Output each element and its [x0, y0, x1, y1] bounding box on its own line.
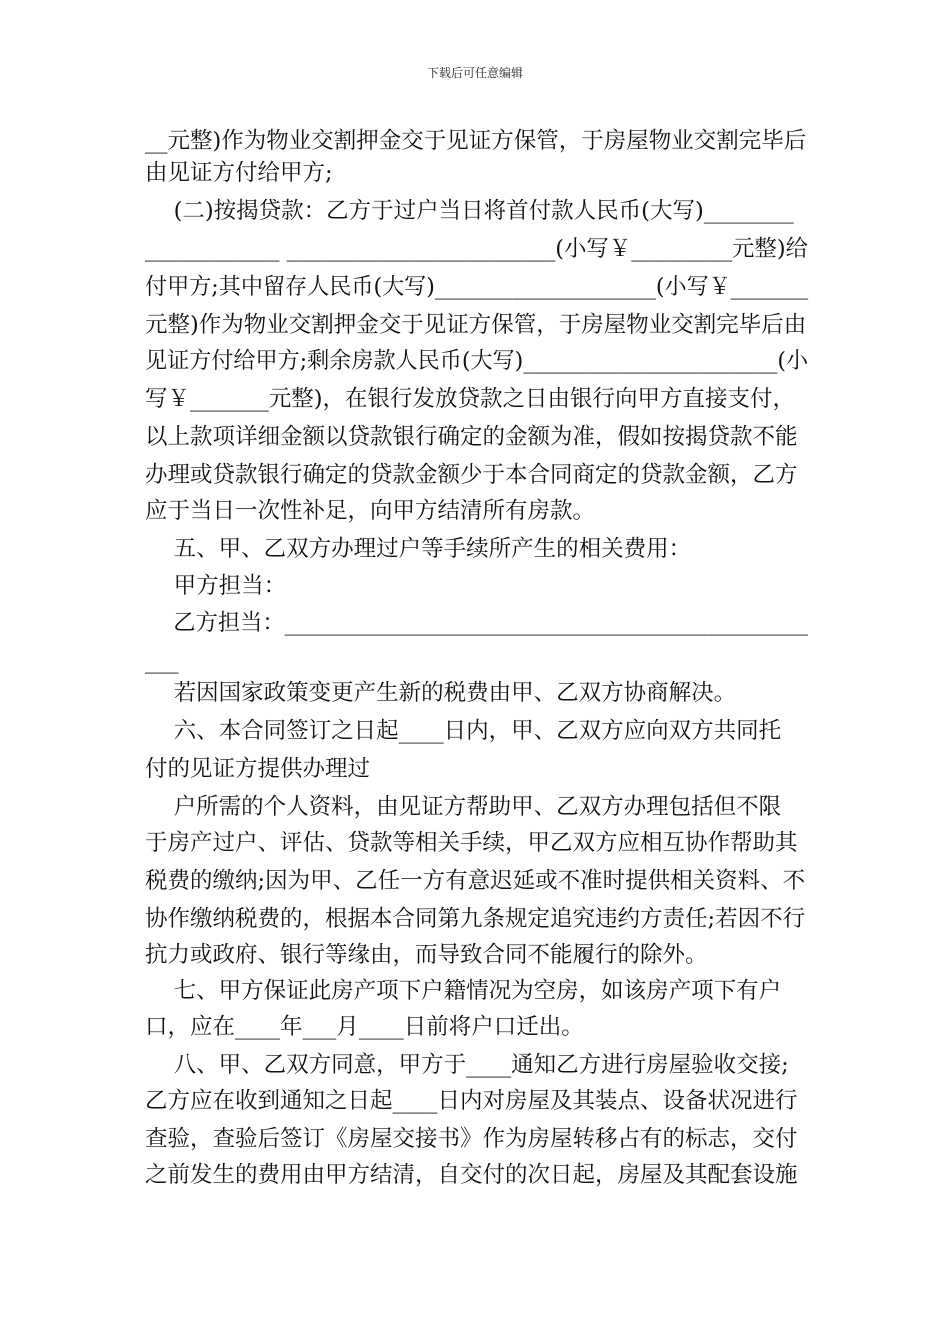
text-line: 写￥_______元整)，在银行发放贷款之日由银行向甲方直接支付， [145, 386, 796, 412]
text-line: 八、甲、乙双方同意，甲方于____通知乙方进行房屋验收交接; [145, 1052, 789, 1078]
text-line: 户所需的个人资料，由见证方帮助甲、乙双方办理包括但不限 [145, 794, 782, 820]
page-header: 下载后可任意编辑 [426, 66, 523, 80]
text-line: 口，应在____年___月____日前将户口迁出。 [145, 1014, 584, 1040]
text-line: 七、甲方保证此房产项下户籍情况为空房，如该房产项下有户 [145, 978, 782, 1004]
text-line: 付甲方;其中留存人民币(大写)____________________(小写￥_______ [145, 274, 809, 300]
text-line: 乙方应在收到通知之日起____日内对房屋及其装点、设备状况进行 [145, 1088, 798, 1114]
text-line: ____________ ________________________(小写￥_________元整)给 [145, 236, 808, 262]
text-line: 应于当日一次性补足，向甲方结清所有房款。 [145, 498, 596, 524]
text-line: 办理或贷款银行确定的贷款金额少于本合同商定的贷款金额，乙方 [145, 462, 798, 488]
text-line: 查验，查验后签订《房屋交接书》作为房屋转移占有的标志，交付 [145, 1126, 798, 1152]
text-line: 五、甲、乙双方办理过户等手续所产生的相关费用： [145, 536, 692, 562]
text-line: 付的见证方提供办理过 [145, 756, 371, 782]
text-line: __元整)作为物业交割押金交于见证方保管，于房屋物业交割完毕后 [145, 128, 807, 154]
text-line: 之前发生的费用由甲方结清，自交付的次日起，房屋及其配套设施 [145, 1162, 798, 1188]
text-line: 甲方担当： [145, 573, 287, 599]
text-line: 税费的缴纳;因为甲、乙任一方有意迟延或不准时提供相关资料、不 [145, 868, 806, 894]
text-line: 以上款项详细金额以贷款银行确定的金额为准，假如按揭贷款不能 [145, 424, 798, 450]
text-line: 乙方担当：_______________________________________________ [145, 610, 808, 636]
text-line: 抗力或政府、银行等缘由，而导致合同不能履行的除外。 [145, 942, 708, 968]
text-line: 见证方付给甲方;剩余房款人民币(大写)_______________________(小 [145, 348, 809, 374]
text-line: (二)按揭贷款：乙方于过户当日将首付款人民币(大写)________ [145, 198, 794, 224]
text-line: 元整)作为物业交割押金交于见证方保管，于房屋物业交割完毕后由 [145, 312, 807, 338]
text-line: 由见证方付给甲方; [145, 160, 333, 186]
text-line: 协作缴纳税费的，根据本合同第九条规定追究违约方责任;若因不行 [145, 906, 806, 932]
text-line: 六、本合同签订之日起____日内，甲、乙双方应向双方共同托 [145, 718, 782, 744]
text-line: ___ [145, 648, 179, 674]
text-line: 于房产过户、评估、贷款等相关手续，甲乙双方应相互协作帮助其 [145, 830, 798, 856]
text-line: 若因国家政策变更产生新的税费由甲、乙双方协商解决。 [145, 680, 737, 706]
